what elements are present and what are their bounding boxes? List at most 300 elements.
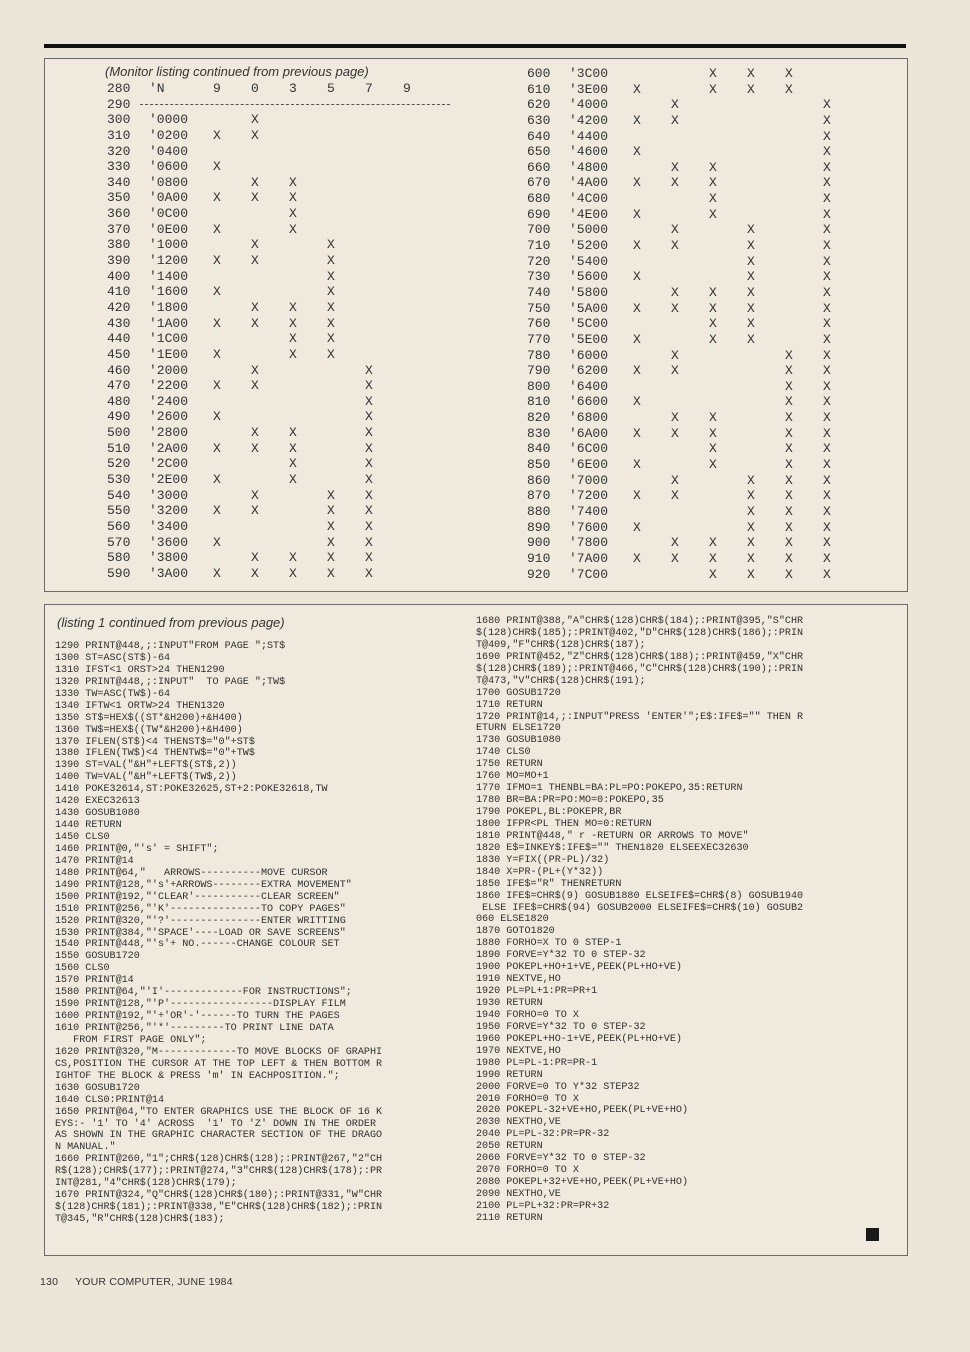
hex-address: '0200 — [149, 127, 189, 143]
hex-address: '5E00 — [569, 331, 609, 347]
bit-mark: X — [251, 190, 259, 206]
bit-mark: X — [633, 457, 641, 473]
bit-mark: X — [823, 269, 831, 285]
monitor-right-column — [505, 66, 895, 582]
publication-line: YOUR COMPUTER, JUNE 1984 — [75, 1276, 233, 1288]
bit-mark: X — [823, 112, 831, 128]
bit-mark: X — [633, 144, 641, 160]
monitor-row — [505, 488, 895, 504]
code-line: $(128)CHR$(185);:PRINT@402,"D"CHR$(128)CHR$(186);:PRIN — [476, 627, 804, 639]
hex-address: '7200 — [569, 488, 609, 504]
code-line: CS,POSITION THE CURSOR AT THE TOP LEFT & THEN BOTTOM R — [55, 1058, 383, 1070]
bit-mark: X — [633, 394, 641, 410]
monitor-row — [85, 128, 495, 144]
code-line: 1830 Y=FIX((PR-PL)/32) — [476, 854, 610, 866]
bit-mark: X — [327, 550, 335, 566]
bit-mark: X — [633, 519, 641, 535]
code-line: 1610 PRINT@256,"'*'---------TO PRINT LINE DATA — [55, 1023, 334, 1034]
bit-mark: X — [785, 425, 793, 441]
bit-mark: X — [785, 503, 793, 519]
hex-address: '5C00 — [569, 316, 609, 332]
monitor-row — [85, 222, 495, 238]
monitor-header-row — [85, 81, 495, 97]
bit-mark: X — [213, 127, 221, 143]
code-line: 1910 NEXTVE,HO — [476, 974, 561, 986]
hex-address: '4000 — [569, 97, 609, 113]
code-line: 1670 PRINT@324,"Q"CHR$(128)CHR$(180);:PRINT@331,"W"CHR — [55, 1190, 383, 1202]
code-line: 1580 PRINT@64,"'I'-------------FOR INSTRUCTIONS"; — [55, 987, 352, 999]
bit-mark: X — [633, 112, 641, 128]
bit-mark: X — [251, 378, 259, 394]
line-number: 920 — [527, 566, 551, 582]
line-number: 370 — [107, 221, 131, 237]
bit-mark: X — [709, 441, 717, 457]
monitor-row — [85, 425, 495, 441]
bit-mark: X — [213, 221, 221, 237]
line-number: 820 — [527, 410, 551, 426]
monitor-row — [505, 332, 895, 348]
line-number: 310 — [107, 127, 131, 143]
line-number: 340 — [107, 174, 131, 190]
code-line: 1810 PRINT@448," r -RETURN OR ARROWS TO MOVE" — [476, 830, 749, 842]
bit-mark: X — [747, 566, 755, 582]
bit-mark: X — [823, 394, 831, 410]
code-line: 1330 TW=ASC(TW$)-64 — [55, 688, 171, 700]
bit-mark: X — [671, 284, 679, 300]
bit-mark: X — [213, 409, 221, 425]
line-number: 290 — [107, 96, 131, 112]
line-number: 560 — [107, 518, 131, 534]
bit-mark: X — [289, 440, 297, 456]
monitor-row — [85, 269, 495, 285]
monitor-row — [85, 159, 495, 175]
bit-mark: X — [327, 565, 335, 581]
bit-mark: X — [785, 488, 793, 504]
monitor-row — [505, 363, 895, 379]
bit-mark: X — [709, 300, 717, 316]
monitor-row — [85, 456, 495, 472]
bit-mark: X — [823, 238, 831, 254]
code-line: $(128)CHR$(189);:PRINT@466,"C"CHR$(128)CHR$(190);:PRIN — [476, 663, 804, 675]
bit-mark: X — [365, 393, 373, 409]
bit-mark: X — [823, 503, 831, 519]
monitor-row — [85, 190, 495, 206]
code-line: 1890 FORVE=Y*32 TO 0 STEP-32 — [476, 950, 646, 962]
bit-mark: X — [327, 534, 335, 550]
line-number: 510 — [107, 440, 131, 456]
hex-address: '5200 — [569, 238, 609, 254]
monitor-row — [505, 97, 895, 113]
bit-mark: X — [709, 284, 717, 300]
hex-address: '1E00 — [149, 346, 189, 362]
hex-address: '2C00 — [149, 456, 189, 472]
line-number: 800 — [527, 378, 551, 394]
code-line: 1780 BR=BA:PR=PO:MO=0:POKEPO,35 — [476, 795, 664, 807]
line-number: 530 — [107, 472, 131, 488]
hex-address: '5800 — [569, 284, 609, 300]
monitor-row — [505, 567, 895, 583]
line-number: 880 — [527, 503, 551, 519]
code-line: 1440 RETURN — [55, 820, 122, 832]
code-line: 1600 PRINT@192,"'+'OR'-'------TO TURN THE PAGES — [55, 1011, 340, 1023]
code-line: 1560 CLS0 — [55, 963, 110, 975]
bit-mark: X — [709, 457, 717, 473]
code-line: 1360 TW$=HEX$((TW*&H200)+&H400) — [55, 724, 243, 736]
hex-address: '2400 — [149, 393, 189, 409]
hex-address: '5400 — [569, 253, 609, 269]
hex-address: '0400 — [149, 143, 189, 159]
bit-mark: X — [823, 159, 831, 175]
code-line: 1770 IFMO=1 THENBL=BA:PL=PO:POKEPO,35:RETURN — [476, 783, 743, 795]
monitor-row — [85, 347, 495, 363]
hex-address: '7A00 — [569, 550, 609, 566]
bit-mark: X — [327, 503, 335, 519]
bit-mark: X — [785, 347, 793, 363]
monitor-row — [85, 363, 495, 379]
code-line: 1870 GOTO1820 — [476, 926, 555, 938]
monitor-row — [85, 175, 495, 191]
bit-mark: X — [251, 174, 259, 190]
bit-mark: X — [633, 206, 641, 222]
basic-listing-box — [44, 604, 908, 1256]
hex-address: '2800 — [149, 425, 189, 441]
hex-address: '1600 — [149, 284, 189, 300]
line-number: 400 — [107, 268, 131, 284]
dashed-divider — [140, 104, 450, 105]
code-line: 1300 ST=ASC(ST$)-64 — [55, 652, 171, 664]
bit-mark: X — [633, 363, 641, 379]
bit-mark: X — [213, 534, 221, 550]
bit-mark: X — [289, 206, 297, 222]
hex-address: '6600 — [569, 394, 609, 410]
bit-mark: X — [633, 269, 641, 285]
column-header: 5 — [327, 81, 335, 96]
code-line: 1630 GOSUB1720 — [55, 1082, 140, 1094]
monitor-row — [505, 520, 895, 536]
line-number: 840 — [527, 441, 551, 457]
bit-mark: X — [327, 518, 335, 534]
bit-mark: X — [251, 299, 259, 315]
code-line: 1410 POKE32614,ST:POKE32625,ST+2:POKE32618,TW — [55, 784, 328, 796]
line-number: 870 — [527, 488, 551, 504]
code-line: 1940 FORHO=0 TO X — [476, 1009, 579, 1021]
bit-mark: X — [289, 472, 297, 488]
monitor-left-column — [85, 81, 495, 582]
code-line: 1500 PRINT@192,"'CLEAR'-----------CLEAR SCREEN" — [55, 891, 340, 903]
bit-mark: X — [251, 487, 259, 503]
code-line: 1960 POKEPL+HO-1+VE,PEEK(PL+HO+VE) — [476, 1033, 682, 1045]
monitor-row — [505, 269, 895, 285]
hex-address: '3600 — [149, 534, 189, 550]
monitor-row — [505, 473, 895, 489]
monitor-row — [85, 394, 495, 410]
line-number: 760 — [527, 316, 551, 332]
code-line: 1740 CLS0 — [476, 747, 531, 759]
bit-mark: X — [251, 440, 259, 456]
monitor-row — [85, 378, 495, 394]
line-number: 780 — [527, 347, 551, 363]
hex-address: '4600 — [569, 144, 609, 160]
bit-mark: X — [747, 316, 755, 332]
code-line: 1850 IFE$="R" THENRETURN — [476, 878, 622, 890]
bit-mark: X — [709, 66, 717, 81]
monitor-row — [505, 551, 895, 567]
code-line: 2050 RETURN — [476, 1141, 543, 1153]
code-line: 1660 PRINT@260,"1";CHR$(128)CHR$(128);:PRINT@267,"2"CH — [55, 1154, 383, 1166]
bit-mark: X — [327, 253, 335, 269]
monitor-row — [85, 566, 495, 582]
code-line: 1750 RETURN — [476, 759, 543, 771]
monitor-row — [505, 535, 895, 551]
hex-address: '1000 — [149, 237, 189, 253]
code-line: T@473,"V"CHR$(128)CHR$(191); — [476, 675, 646, 687]
code-line: 2110 RETURN — [476, 1212, 543, 1224]
listing-heading: (listing 1 continued from previous page) — [57, 615, 285, 630]
bit-mark: X — [823, 175, 831, 191]
hex-address: '2200 — [149, 378, 189, 394]
bit-mark: X — [365, 518, 373, 534]
line-number: 620 — [527, 97, 551, 113]
code-line: 1900 POKEPL+HO+1+VE,PEEK(PL+HO+VE) — [476, 962, 682, 974]
monitor-row — [505, 316, 895, 332]
bit-mark: X — [785, 410, 793, 426]
hex-address: '6E00 — [569, 457, 609, 473]
monitor-row — [85, 112, 495, 128]
code-line: 2100 PL=PL+32:PR=PR+32 — [476, 1200, 610, 1212]
bit-mark: X — [709, 159, 717, 175]
hex-address: '1A00 — [149, 315, 189, 331]
line-number: 440 — [107, 331, 131, 347]
bit-mark: X — [747, 488, 755, 504]
line-number: 380 — [107, 237, 131, 253]
code-line: 1380 IFLEN(TW$)<4 THENTW$="0"+TW$ — [55, 748, 255, 760]
bit-mark: X — [671, 472, 679, 488]
line-number: 790 — [527, 363, 551, 379]
bit-mark: X — [365, 409, 373, 425]
code-line: 2030 NEXTHO,VE — [476, 1117, 561, 1129]
bit-mark: X — [823, 363, 831, 379]
hex-address: '0C00 — [149, 206, 189, 222]
bit-mark: X — [289, 315, 297, 331]
bit-mark: X — [327, 315, 335, 331]
hex-address: '0E00 — [149, 221, 189, 237]
code-line: 1980 PL=PL-1:PR=PR-1 — [476, 1057, 598, 1069]
hex-address: '4200 — [569, 112, 609, 128]
code-line: 1690 PRINT@452,"Z"CHR$(128)CHR$(188);:PRINT@459,"X"CHR — [476, 651, 804, 663]
line-number: 910 — [527, 550, 551, 566]
monitor-row — [85, 519, 495, 535]
bit-mark: X — [785, 566, 793, 582]
monitor-row — [505, 426, 895, 442]
code-line: 1470 PRINT@14 — [55, 855, 134, 867]
code-line: 1340 IFTW<1 ORTW>24 THEN1320 — [55, 700, 225, 712]
bit-mark: X — [823, 144, 831, 160]
code-line: 1760 MO=MO+1 — [476, 771, 549, 783]
code-line: 1680 PRINT@388,"A"CHR$(128)CHR$(184);:PRINT@395,"S"CHR — [476, 616, 804, 627]
column-header: 3 — [289, 81, 297, 96]
monitor-row — [85, 144, 495, 160]
monitor-row — [505, 129, 895, 145]
bit-mark: X — [213, 315, 221, 331]
hex-address: '6000 — [569, 347, 609, 363]
bit-mark: X — [365, 550, 373, 566]
bit-mark: X — [365, 362, 373, 378]
bit-mark: X — [747, 66, 755, 81]
hex-address: '5A00 — [569, 300, 609, 316]
bit-mark: X — [251, 503, 259, 519]
hex-address: '5000 — [569, 222, 609, 238]
code-line: 1420 EXEC32613 — [55, 796, 140, 808]
monitor-row — [505, 504, 895, 520]
line-number: 810 — [527, 394, 551, 410]
hex-address: '7000 — [569, 472, 609, 488]
monitor-row — [85, 316, 495, 332]
line-number: 350 — [107, 190, 131, 206]
code-line: 060 ELSE1820 — [476, 914, 549, 926]
line-number: 390 — [107, 253, 131, 269]
bit-mark: X — [327, 346, 335, 362]
code-line: 2060 FORVE=Y*32 TO 0 STEP-32 — [476, 1153, 646, 1165]
line-number: 640 — [527, 128, 551, 144]
bit-mark: X — [289, 425, 297, 441]
bit-mark: X — [747, 519, 755, 535]
listing-left-column — [55, 641, 465, 1226]
bit-mark: X — [823, 550, 831, 566]
line-number: 710 — [527, 238, 551, 254]
line-number: 460 — [107, 362, 131, 378]
column-header: 9 — [403, 81, 411, 96]
line-number: 830 — [527, 425, 551, 441]
line-number: 540 — [107, 487, 131, 503]
hex-address: '3200 — [149, 503, 189, 519]
code-line: 1820 E$=INKEY$:IFE$="" THEN1820 ELSEEXEC32630 — [476, 842, 749, 854]
code-line: 1370 IFLEN(ST$)<4 THENST$="0"+ST$ — [55, 736, 255, 748]
bit-mark: X — [671, 550, 679, 566]
bit-mark: X — [671, 425, 679, 441]
hex-address: '7C00 — [569, 566, 609, 582]
bit-mark: X — [823, 222, 831, 238]
line-number: 500 — [107, 425, 131, 441]
code-line: 1450 CLS0 — [55, 832, 110, 843]
top-rule — [44, 44, 906, 48]
bit-mark: X — [289, 550, 297, 566]
bit-mark: X — [671, 175, 679, 191]
hex-address: '2A00 — [149, 440, 189, 456]
monitor-row — [85, 284, 495, 300]
code-line: 1320 PRINT@448,;:INPUT" TO PAGE ";TW$ — [55, 676, 286, 688]
bit-mark: X — [365, 565, 373, 581]
code-line: 1790 POKEPL,BL:POKEPR,BR — [476, 807, 622, 818]
line-number: 420 — [107, 299, 131, 315]
bit-mark: X — [747, 284, 755, 300]
hex-address: '2E00 — [149, 472, 189, 488]
bit-mark: X — [823, 316, 831, 332]
bit-mark: X — [671, 159, 679, 175]
line-number: 490 — [107, 409, 131, 425]
bit-mark: X — [823, 284, 831, 300]
code-line: 1400 TW=VAL("&H"+LEFT$(TW$,2)) — [55, 772, 237, 784]
hex-address: '4A00 — [569, 175, 609, 191]
bit-mark: X — [289, 190, 297, 206]
bit-mark: X — [823, 206, 831, 222]
line-number: 520 — [107, 456, 131, 472]
code-line: N MANUAL." — [55, 1142, 116, 1154]
bit-mark: X — [709, 81, 717, 97]
hex-address: '7600 — [569, 519, 609, 535]
bit-mark: X — [747, 222, 755, 238]
bit-mark: X — [327, 299, 335, 315]
line-number: 670 — [527, 175, 551, 191]
code-line: 1880 FORHO=X TO 0 STEP-1 — [476, 938, 622, 950]
monitor-row — [505, 191, 895, 207]
hex-address: '4400 — [569, 128, 609, 144]
monitor-row — [505, 82, 895, 98]
page-footer — [40, 1276, 233, 1288]
bit-mark: X — [709, 175, 717, 191]
bit-mark: X — [709, 191, 717, 207]
bit-mark: X — [747, 331, 755, 347]
code-line: INT@281,"4"CHR$(128)CHR$(179); — [55, 1178, 237, 1190]
code-line: 1520 PRINT@320,"'?'---------------ENTER WRITTING — [55, 915, 346, 927]
bit-mark: X — [365, 487, 373, 503]
bit-mark: X — [823, 191, 831, 207]
monitor-row — [505, 441, 895, 457]
line-number: 850 — [527, 457, 551, 473]
code-line: AS SHOWN IN THE GRAPHIC CHARACTER SECTION OF THE DRAGO — [55, 1130, 383, 1142]
bit-mark: X — [365, 456, 373, 472]
bit-mark: X — [709, 316, 717, 332]
bit-mark: X — [251, 253, 259, 269]
bit-mark: X — [823, 300, 831, 316]
bit-mark: X — [747, 535, 755, 551]
bit-mark: X — [785, 535, 793, 551]
line-number: 630 — [527, 112, 551, 128]
monitor-listing-box — [44, 58, 908, 592]
line-number: 650 — [527, 144, 551, 160]
monitor-row — [505, 254, 895, 270]
bit-mark: X — [785, 378, 793, 394]
bit-mark: X — [823, 488, 831, 504]
hex-address: '6400 — [569, 378, 609, 394]
line-number: 300 — [107, 112, 131, 128]
hex-address: '3400 — [149, 518, 189, 534]
monitor-row — [505, 222, 895, 238]
bit-mark: X — [365, 440, 373, 456]
bit-mark: X — [747, 81, 755, 97]
bit-mark: X — [823, 331, 831, 347]
bit-mark: X — [213, 253, 221, 269]
bit-mark: X — [365, 378, 373, 394]
monitor-row — [505, 379, 895, 395]
code-line: 1650 PRINT@64,"TO ENTER GRAPHICS USE THE BLOCK OF 16 K — [55, 1106, 383, 1118]
monitor-row — [85, 550, 495, 566]
line-number: 330 — [107, 159, 131, 175]
line-number: 690 — [527, 206, 551, 222]
code-line: 1480 PRINT@64," ARROWS----------MOVE CURSOR — [55, 867, 328, 879]
bit-mark: X — [785, 363, 793, 379]
bit-mark: X — [823, 535, 831, 551]
monitor-row — [505, 113, 895, 129]
line-number: 410 — [107, 284, 131, 300]
bit-mark: X — [785, 81, 793, 97]
bit-mark: X — [327, 237, 335, 253]
bit-mark: X — [747, 253, 755, 269]
bit-mark: X — [709, 410, 717, 426]
monitor-row — [85, 409, 495, 425]
bit-mark: X — [709, 425, 717, 441]
bit-mark: X — [289, 299, 297, 315]
bit-mark: X — [671, 222, 679, 238]
